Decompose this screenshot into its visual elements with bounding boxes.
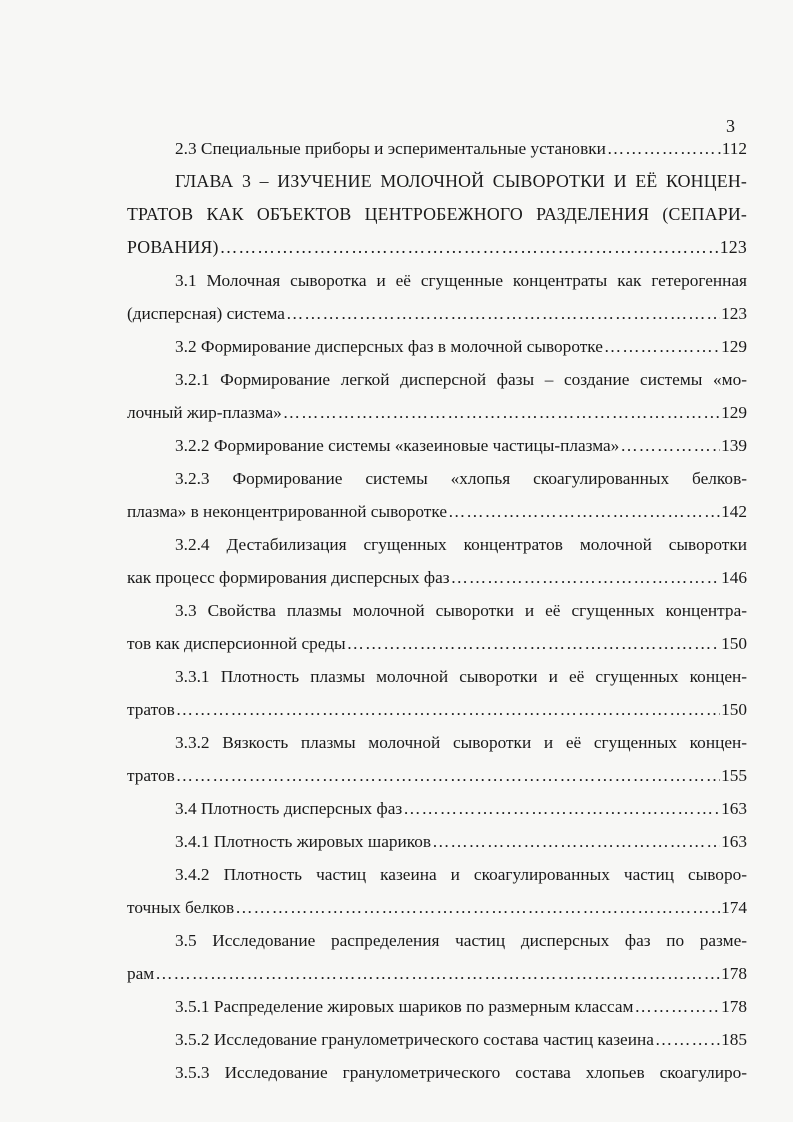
toc-entry-title: лочный жир-плазма» bbox=[127, 403, 282, 422]
toc-entry-3-3-1-line-1[interactable]: 3.3.1 Плотность плазмы молочной сыворотки и её сгущенных концен- bbox=[175, 667, 747, 686]
toc-page-ref: 155 bbox=[721, 766, 747, 785]
toc-chapter-3-last-line[interactable] bbox=[127, 231, 747, 264]
toc-entry-title: точных белков bbox=[127, 898, 235, 917]
leader-dots bbox=[176, 693, 720, 726]
toc-page-ref: 123 bbox=[721, 304, 747, 323]
toc-entry-title: 3.2 Формирование дисперсных фаз в молочной сыворотке bbox=[175, 337, 603, 356]
leader-dots bbox=[432, 825, 720, 858]
toc-entry-3-1-last-line[interactable] bbox=[127, 297, 747, 330]
toc-entry-title: тов как дисперсионной среды bbox=[127, 634, 346, 653]
toc-page-ref: 123 bbox=[719, 237, 747, 257]
toc-entry-3-4[interactable] bbox=[127, 792, 747, 825]
leader-dots bbox=[283, 396, 720, 429]
toc-entry-3-2-1-last-line[interactable] bbox=[127, 396, 747, 429]
toc-entry-3-2-3-line-1[interactable]: 3.2.3 Формирование системы «хлопья скоагулированных белков- bbox=[175, 469, 747, 488]
toc-entry-3-4-1[interactable] bbox=[127, 825, 747, 858]
toc-entry-3-2-2[interactable] bbox=[127, 429, 747, 462]
toc-chapter-3-line-2[interactable]: ТРАТОВ КАК ОБЪЕКТОВ ЦЕНТРОБЕЖНОГО РАЗДЕЛЕНИЯ (СЕПАРИ- bbox=[127, 204, 747, 224]
toc-page-ref: 163 bbox=[721, 799, 747, 818]
toc-page-ref: 178 bbox=[721, 997, 747, 1016]
leader-dots bbox=[286, 297, 720, 330]
toc-page-ref: 150 bbox=[721, 634, 747, 653]
toc-entry-3-4-2-line-1[interactable]: 3.4.2 Плотность частиц казеина и скоагулированных частиц сыворо- bbox=[175, 865, 747, 884]
toc-page-ref: 112 bbox=[721, 139, 747, 158]
toc-entry-3-3-1-last-line[interactable] bbox=[127, 693, 747, 726]
toc-entry-3-2-4-last-line[interactable] bbox=[127, 561, 747, 594]
toc-entry-3-2[interactable] bbox=[127, 330, 747, 363]
toc-page-ref: 146 bbox=[721, 568, 747, 587]
leader-dots bbox=[448, 495, 720, 528]
toc-entry-3-5-2[interactable] bbox=[127, 1023, 747, 1056]
toc-entry-2-3[interactable] bbox=[127, 132, 747, 165]
toc-entry-title: (дисперсная) система bbox=[127, 304, 285, 323]
toc-page-ref: 142 bbox=[721, 502, 747, 521]
toc-page-ref: 174 bbox=[721, 898, 747, 917]
toc-entry-title: тратов bbox=[127, 700, 175, 719]
leader-dots bbox=[347, 627, 720, 660]
toc-page-ref: 178 bbox=[721, 964, 747, 983]
toc-entry-3-3-2-line-1[interactable]: 3.3.2 Вязкость плазмы молочной сыворотки и её сгущенных концен- bbox=[175, 733, 747, 752]
leader-dots bbox=[235, 891, 720, 924]
leader-dots bbox=[176, 759, 720, 792]
toc-entry-3-3-line-1[interactable]: 3.3 Свойства плазмы молочной сыворотки и её сгущенных концентра- bbox=[175, 601, 747, 620]
toc-entry-title: плазма» в неконцентрированной сыворотке bbox=[127, 502, 447, 521]
toc-entry-title: как процесс формирования дисперсных фаз bbox=[127, 568, 450, 587]
page-number: 3 bbox=[726, 116, 735, 136]
toc-entry-title: 3.4 Плотность дисперсных фаз bbox=[175, 799, 403, 818]
leader-dots bbox=[403, 792, 720, 825]
toc-entry-title: РОВАНИЯ) bbox=[127, 237, 219, 257]
toc-page-ref: 150 bbox=[721, 700, 747, 719]
toc-entry-3-2-1-line-1[interactable]: 3.2.1 Формирование легкой дисперсной фазы – создание системы «мо- bbox=[175, 370, 747, 389]
toc-entry-3-2-3-last-line[interactable] bbox=[127, 495, 747, 528]
toc-page-ref: 129 bbox=[721, 337, 747, 356]
toc-entry-3-3-2-last-line[interactable] bbox=[127, 759, 747, 792]
leader-dots bbox=[634, 990, 720, 1023]
toc-page-ref: 129 bbox=[721, 403, 747, 422]
leader-dots bbox=[607, 132, 721, 165]
leader-dots bbox=[655, 1023, 720, 1056]
leader-dots bbox=[451, 561, 721, 594]
toc-entry-title: рам bbox=[127, 964, 155, 983]
table-of-contents bbox=[127, 132, 747, 1089]
leader-dots bbox=[620, 429, 720, 462]
toc-page-ref: 185 bbox=[721, 1030, 747, 1049]
toc-entry-title: 3.5.2 Исследование гранулометрического состава частиц казеина bbox=[175, 1030, 654, 1049]
toc-entry-3-5-1[interactable] bbox=[127, 990, 747, 1023]
toc-entry-3-2-4-line-1[interactable]: 3.2.4 Дестабилизация сгущенных концентратов молочной сыворотки bbox=[175, 535, 747, 554]
toc-chapter-3-line-1[interactable]: ГЛАВА 3 – ИЗУЧЕНИЕ МОЛОЧНОЙ СЫВОРОТКИ И ЕЁ КОНЦЕН- bbox=[175, 171, 747, 191]
leader-dots bbox=[155, 957, 720, 990]
toc-entry-title: 3.5.1 Распределение жировых шариков по размерным классам bbox=[175, 997, 634, 1016]
toc-page-ref: 163 bbox=[721, 832, 747, 851]
toc-entry-3-3-last-line[interactable] bbox=[127, 627, 747, 660]
toc-entry-title: 3.4.1 Плотность жировых шариков bbox=[175, 832, 432, 851]
toc-entry-title: тратов bbox=[127, 766, 175, 785]
toc-entry-title: 2.3 Специальные приборы и эспериментальные установки bbox=[175, 139, 606, 158]
leader-dots bbox=[220, 231, 719, 264]
toc-page-ref: 139 bbox=[721, 436, 747, 455]
toc-entry-3-5-3-line-1[interactable]: 3.5.3 Исследование гранулометрического состава хлопьев скоагулиро- bbox=[175, 1063, 747, 1082]
toc-entry-title: 3.2.2 Формирование системы «казеиновые частицы-плазма» bbox=[175, 436, 620, 455]
leader-dots bbox=[604, 330, 720, 363]
toc-entry-3-4-2-last-line[interactable] bbox=[127, 891, 747, 924]
toc-entry-3-1-line-1[interactable]: 3.1 Молочная сыворотка и её сгущенные концентраты как гетерогенная bbox=[175, 271, 747, 290]
toc-entry-3-5-last-line[interactable] bbox=[127, 957, 747, 990]
toc-entry-3-5-line-1[interactable]: 3.5 Исследование распределения частиц дисперсных фаз по разме- bbox=[175, 931, 747, 950]
